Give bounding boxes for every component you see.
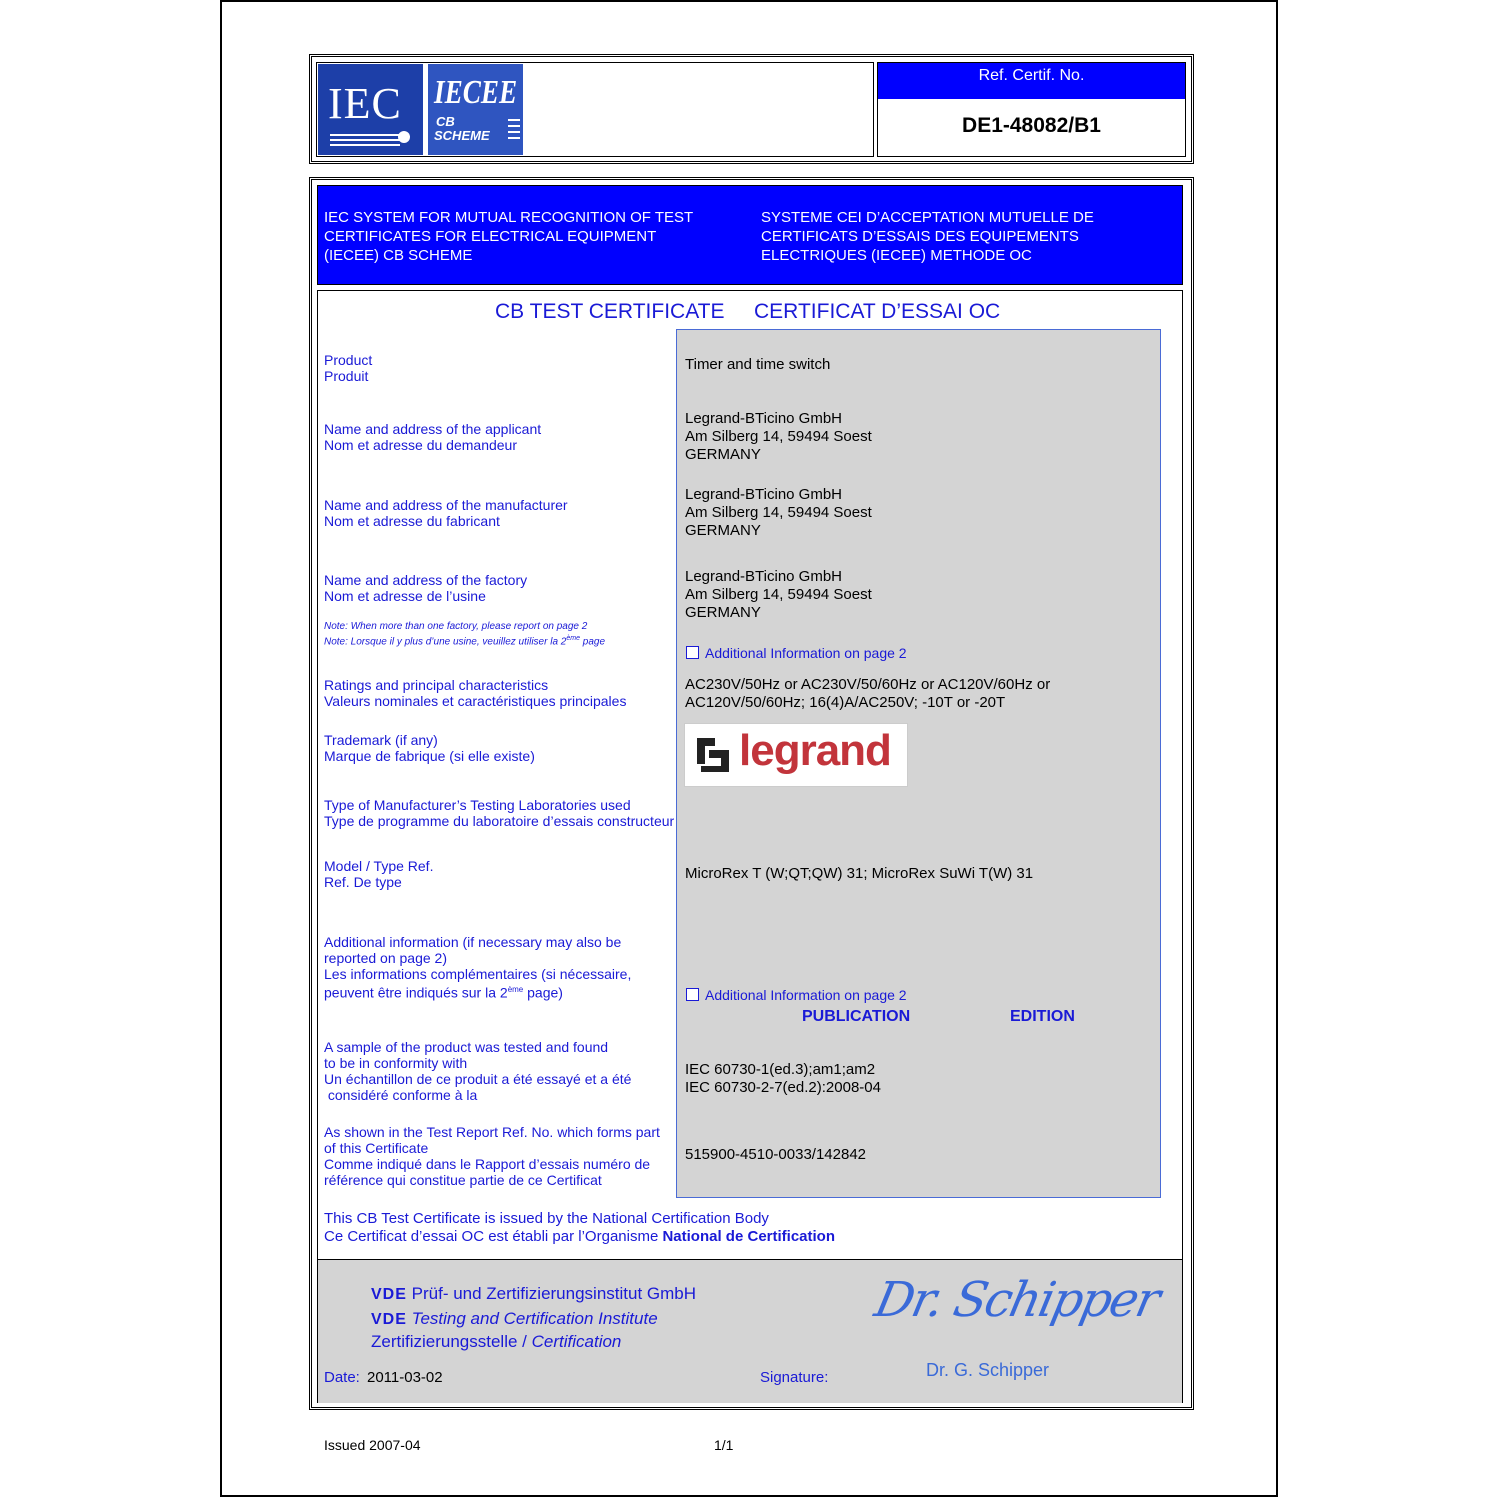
banner-en-line2: CERTIFICATES FOR ELECTRICAL EQUIPMENT xyxy=(324,228,657,245)
factory-additional-info-checkbox[interactable]: Additional Information on page 2 xyxy=(686,645,907,661)
banner-fr-line2: CERTIFICATS D’ESSAIS DES EQUIPEMENTS xyxy=(761,228,1079,245)
checkbox-icon[interactable] xyxy=(686,988,699,1001)
iec-logo-text: IEC xyxy=(328,79,402,128)
product-label: Product Produit xyxy=(324,352,373,384)
product-value: Timer and time switch xyxy=(685,356,831,373)
iecee-logo-text: IECEE xyxy=(434,74,518,111)
handwritten-signature: Dr. Schipper xyxy=(870,1272,1164,1328)
conformity-label: A sample of the product was tested and found to be in conformity with Un échantillon de ce produit a été essayé et a été considéré conforme à la xyxy=(324,1039,632,1103)
standards-list xyxy=(685,1061,881,1097)
date-value: 2011-03-02 xyxy=(367,1369,443,1386)
factory-address: Legrand-BTicino GmbH Am Silberg 14, 59494 Soest GERMANY xyxy=(685,568,872,621)
checkbox-icon[interactable] xyxy=(686,646,699,659)
edition-heading: EDITION xyxy=(1010,1008,1075,1025)
report-label: As shown in the Test Report Ref. No. which forms part of this Certificate Comme indiqué dans le Rapport d’essais numéro de référence qui constitue partie de ce Certificat xyxy=(324,1124,660,1188)
report-number: 515900-4510-0033/142842 xyxy=(685,1146,867,1163)
additional-info-checkbox[interactable]: Additional Information on page 2 xyxy=(686,987,907,1003)
issued-by-statement: This CB Test Certificate is issued by the National Certification Body Ce Certificat d’essai OC est établi par l’Organisme National de Certification xyxy=(324,1210,835,1245)
cert-title-en: CB TEST CERTIFICATE xyxy=(495,300,725,323)
standard-item: IEC 60730-2-7(ed.2):2008-04 xyxy=(685,1079,881,1096)
factory-label: Name and address of the factory Nom et adresse de l’usine xyxy=(324,572,528,604)
issued-date: Issued 2007-04 xyxy=(324,1437,421,1453)
ref-number: DE1-48082/B1 xyxy=(962,114,1101,137)
ref-label: Ref. Certif. No. xyxy=(878,63,1185,99)
cert-title-fr: CERTIFICAT D’ESSAI OC xyxy=(754,300,1001,323)
signer-name: Dr. G. Schipper xyxy=(926,1360,1050,1380)
legrand-symbol-icon xyxy=(695,736,731,774)
ratings-label: Ratings and principal characteristics Valeurs nominales et caractéristiques principales xyxy=(324,677,627,709)
standard-item: IEC 60730-1(ed.3);am1;am2 xyxy=(685,1061,876,1078)
manufacturer-address: Legrand-BTicino GmbH Am Silberg 14, 59494 Soest GERMANY xyxy=(685,486,872,539)
ratings-value: AC230V/50Hz or AC230V/50/60Hz or AC120V/60Hz or AC120V/50/60Hz; 16(4)A/AC250V; -10T or -20T xyxy=(685,676,1051,711)
publication-heading: PUBLICATION xyxy=(802,1008,911,1025)
vde-mark: VDE xyxy=(371,1286,407,1303)
applicant-label: Name and address of the applicant Nom et adresse du demandeur xyxy=(324,421,542,453)
iecee-cb-logo: IECEE CB SCHEME xyxy=(428,64,523,155)
certifier-line3: Zertifizierungsstelle / Certification xyxy=(371,1332,622,1351)
iec-logo xyxy=(318,64,423,155)
banner-en-line1: IEC SYSTEM FOR MUTUAL RECOGNITION OF TEST xyxy=(324,209,694,226)
banner-en-line3: (IECEE) CB SCHEME xyxy=(324,247,473,264)
certifier-line1: VDE Prüf- und Zertifizierungsinstitut GmbH xyxy=(371,1284,697,1303)
banner-fr-line1: SYSTEME CEI D’ACCEPTATION MUTUELLE DE xyxy=(761,209,1094,226)
factory-note: Note: When more than one factory, please report on page 2 Note: Lorsque il y plus d’une usine, veuillez utiliser la 2ème page xyxy=(324,621,606,648)
signature-label: Signature: xyxy=(760,1369,829,1386)
page-number: 1/1 xyxy=(714,1437,734,1453)
model-value: MicroRex T (W;QT;QW) 31; MicroRex SuWi T(W) 31 xyxy=(685,865,1034,882)
lab-type-label: Type of Manufacturer’s Testing Laboratories used Type de programme du laboratoire d’essais constructeur xyxy=(324,797,675,829)
banner-fr-line3: ELECTRIQUES (IECEE) METHODE OC xyxy=(761,247,1032,264)
additional-info-label: Additional information (if necessary may also be reported on page 2) Les informations complémentaires (si nécessaire, peuvent être indiqués sur la 2ème page) xyxy=(324,934,632,1001)
manufacturer-label: Name and address of the manufacturer Nom et adresse du fabricant xyxy=(324,497,568,529)
vde-mark: VDE xyxy=(371,1311,407,1328)
certifier-line2: VDE Testing and Certification Institute xyxy=(371,1309,658,1328)
trademark-label: Trademark (if any) Marque de fabrique (si elle existe) xyxy=(324,732,535,764)
date-label: Date: xyxy=(324,1369,360,1386)
model-label: Model / Type Ref. Ref. De type xyxy=(324,858,434,890)
legrand-trademark-logo xyxy=(684,723,908,787)
legrand-wordmark: legrand xyxy=(739,726,891,775)
applicant-address: Legrand-BTicino GmbH Am Silberg 14, 59494 Soest GERMANY xyxy=(685,410,872,463)
iec-logo-dot xyxy=(398,131,410,143)
scheme-banner xyxy=(317,185,1183,285)
